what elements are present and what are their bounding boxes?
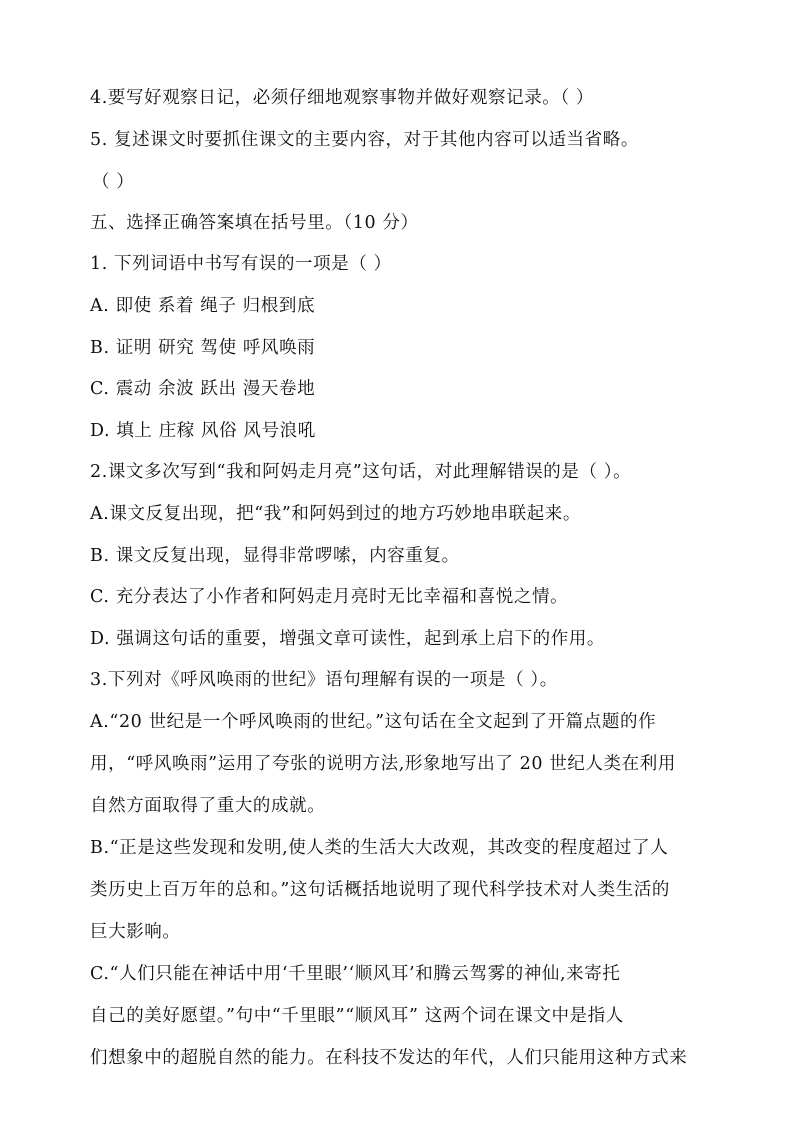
question-1-option-a: A. 即使 系着 绳子 归根到底 (90, 296, 316, 316)
question-3: 3.下列对《呼风唤雨的世纪》语句理解有误的一项是（ ）。 (90, 670, 558, 690)
question-1: 1. 下列词语中书写有误的一项是（ ） (90, 254, 392, 274)
question-2-option-c: C. 充分表达了小作者和阿妈走月亮时无比幸福和喜悦之情。 (90, 587, 569, 607)
statement-4: 4.要写好观察日记，必须仔细地观察事物并做好观察记录。（ ） (90, 88, 595, 108)
question-2-option-a: A.课文反复出现，把“我”和阿妈到过的地方巧妙地串联起来。 (90, 504, 581, 524)
question-3-option-c-line-2: 自己的美好愿望。”句中“千里眼”“顺风耳” 这两个词在课文中是指人 (90, 1006, 624, 1026)
question-1-option-d: D. 填上 庄稼 风俗 风号浪吼 (90, 421, 316, 441)
statement-5: 5. 复述课文时要抓住课文的主要内容，对于其他内容可以适当省略。 (90, 130, 639, 150)
question-3-option-b-line-3: 巨大影响。 (90, 922, 181, 942)
question-2-option-b: B. 课文反复出现，显得非常啰嗦，内容重复。 (90, 546, 460, 566)
question-3-option-a-line-1: A.“20 世纪是一个呼风唤雨的世纪。”这句话在全文起到了开篇点题的作 (90, 712, 657, 732)
statement-5-parentheses: （ ） (92, 172, 135, 192)
question-3-option-c-line-3: 们想象中的超脱自然的能力。在科技不发达的年代，人们只能用这种方式来 (90, 1048, 688, 1068)
section-five-heading: 五、选择正确答案填在括号里。（10 分） (90, 213, 419, 233)
question-3-option-b-line-2: 类历史上百万年的总和。”这句话概括地说明了现代科学技术对人类生活的 (90, 880, 670, 900)
question-2: 2.课文多次写到“我和阿妈走月亮”这句话，对此理解错误的是（ ）。 (90, 462, 632, 482)
question-3-option-a-line-3: 自然方面取得了重大的成就。 (90, 796, 326, 816)
question-1-option-c: C. 震动 余波 跃出 漫天卷地 (90, 379, 316, 399)
question-3-option-a-line-2: 用，“呼风唤雨”运用了夸张的说明方法,形象地写出了 20 世纪人类在利用 (90, 754, 676, 774)
question-2-option-d: D. 强调这句话的重要，增强文章可读性，起到承上启下的作用。 (90, 629, 606, 649)
question-3-option-b-line-1: B.“正是这些发现和发明,使人类的生活大大改观，其改变的程度超过了人 (90, 838, 669, 858)
question-3-option-c-line-1: C.“人们只能在神话中用‘千里眼’‘顺风耳’和腾云驾雾的神仙,来寄托 (90, 964, 621, 984)
question-1-option-b: B. 证明 研究 驾使 呼风唤雨 (90, 338, 316, 358)
